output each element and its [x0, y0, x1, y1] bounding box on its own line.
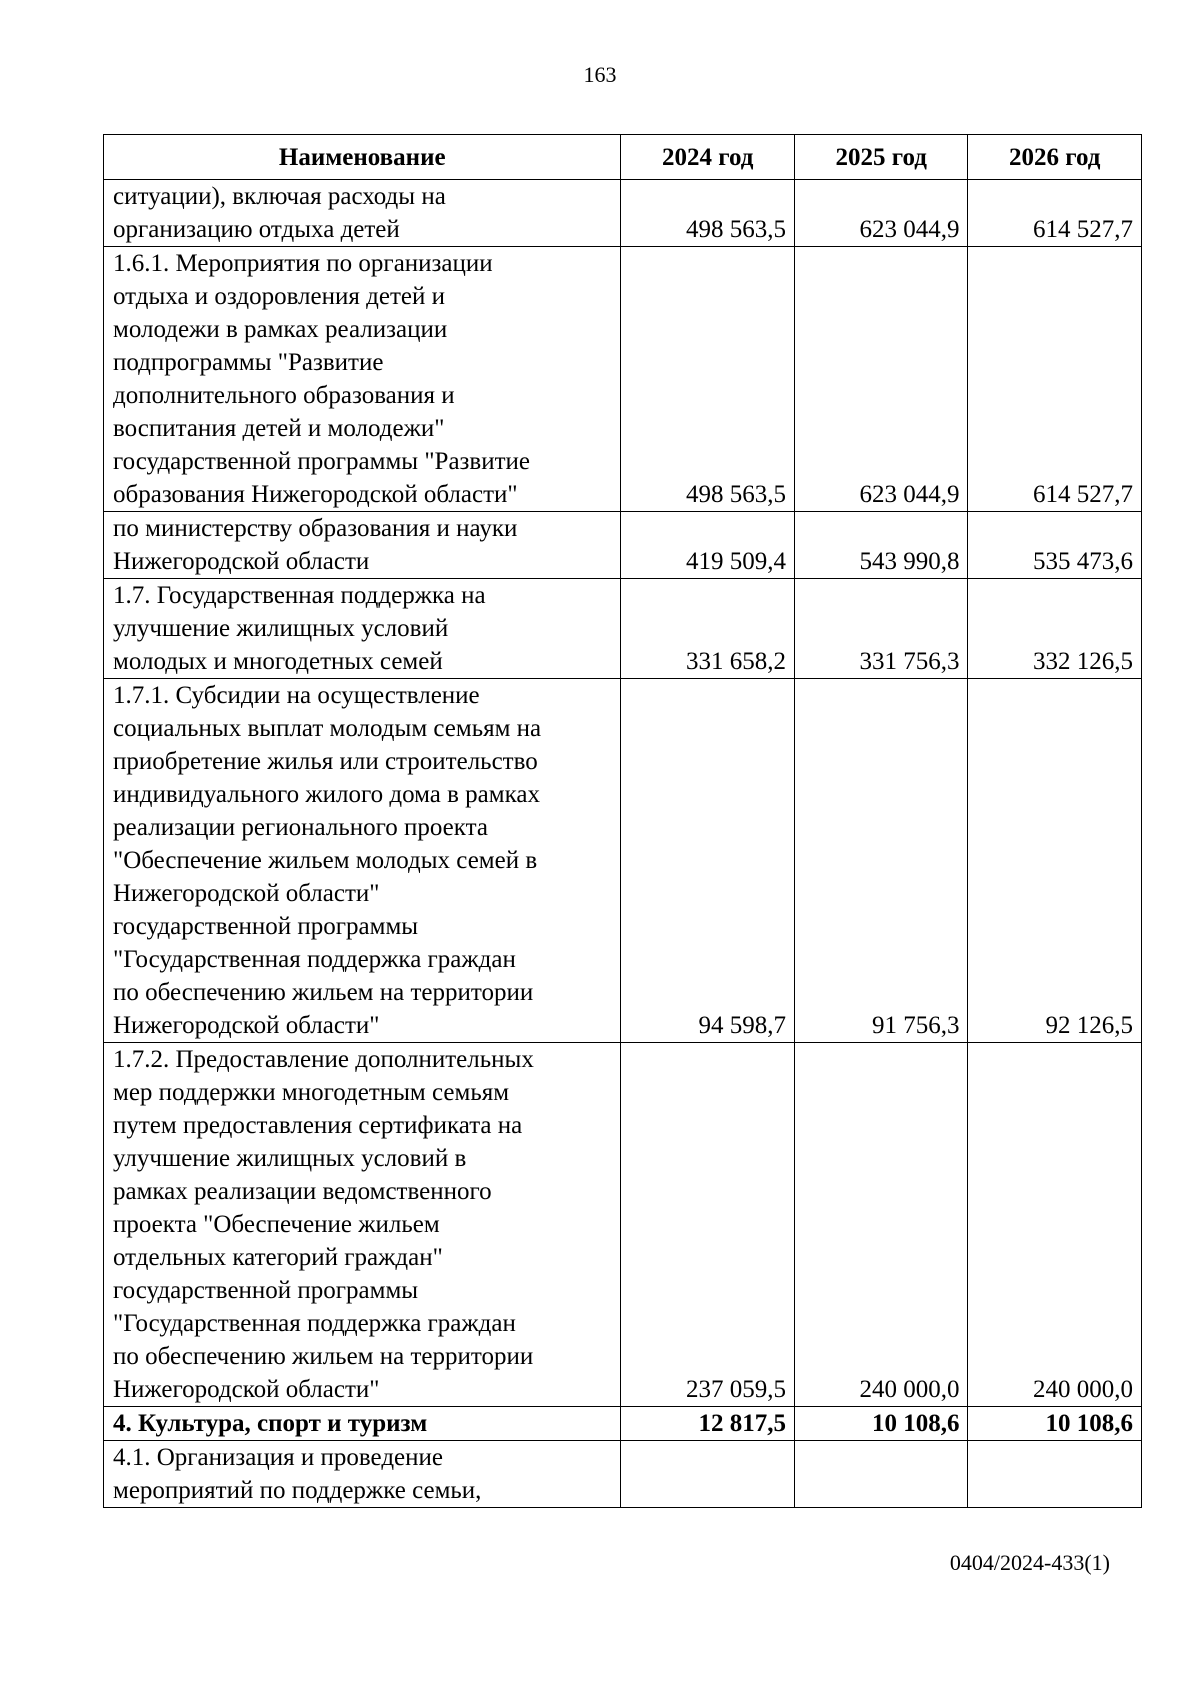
- row-name-line: 4. Культура, спорт и туризм: [113, 1410, 428, 1437]
- table-row: [104, 579, 1142, 679]
- row-name-line: по министерству образования и науки: [113, 515, 518, 542]
- row-value-2024: 498 563,5: [621, 180, 795, 247]
- table-row: [104, 247, 1142, 512]
- row-name-line: отдельных категорий граждан": [113, 1244, 443, 1271]
- row-name-line: 1.7. Государственная поддержка на: [113, 582, 486, 609]
- row-name-line: улучшение жилищных условий в: [113, 1145, 467, 1172]
- row-value-2024: 331 658,2: [621, 579, 795, 679]
- row-name-line: "Государственная поддержка граждан: [113, 1310, 516, 1337]
- row-name-line: Нижегородской области": [113, 880, 380, 907]
- row-value-2026: 10 108,6: [968, 1407, 1142, 1441]
- row-name-line: приобретение жилья или строительство: [113, 748, 538, 775]
- row-name-cell: [104, 1441, 621, 1508]
- row-name-line: образования Нижегородской области": [113, 481, 518, 508]
- row-name-line: "Обеспечение жильем молодых семей в: [113, 847, 538, 874]
- row-value-2025: 10 108,6: [794, 1407, 968, 1441]
- row-name-cell: [104, 579, 621, 679]
- row-value-2024: 94 598,7: [621, 679, 795, 1043]
- row-name-cell: [104, 180, 621, 247]
- row-value-2026: 92 126,5: [968, 679, 1142, 1043]
- row-name-line: улучшение жилищных условий: [113, 615, 449, 642]
- row-value-2024: 498 563,5: [621, 247, 795, 512]
- row-value-2025: [794, 1441, 968, 1508]
- row-name-line: по обеспечению жильем на территории: [113, 979, 534, 1006]
- row-name-line: 1.7.1. Субсидии на осуществление: [113, 682, 480, 709]
- header-2026: 2026 год: [968, 135, 1142, 180]
- header-name: Наименование: [104, 135, 621, 180]
- table-row: [104, 1441, 1142, 1508]
- document-code: 0404/2024-433(1): [949, 1550, 1110, 1575]
- table-header-row: [104, 135, 1142, 180]
- table-row: [104, 180, 1142, 247]
- row-value-2024: 419 509,4: [621, 512, 795, 579]
- page-number: 163: [583, 62, 617, 87]
- row-value-2025: 623 044,9: [794, 247, 968, 512]
- row-name-cell: [104, 247, 621, 512]
- row-name-line: Нижегородской области": [113, 1376, 380, 1403]
- row-value-2026: 240 000,0: [968, 1043, 1142, 1407]
- row-value-2024: 12 817,5: [621, 1407, 795, 1441]
- table-row: [104, 512, 1142, 579]
- row-value-2026: 535 473,6: [968, 512, 1142, 579]
- row-name-line: государственной программы: [113, 1277, 419, 1304]
- row-name-line: Нижегородской области": [113, 1012, 380, 1039]
- row-name-line: 1.7.2. Предоставление дополнительных: [113, 1046, 534, 1073]
- row-name-line: по обеспечению жильем на территории: [113, 1343, 534, 1370]
- row-name-line: отдыха и оздоровления детей и: [113, 283, 445, 310]
- row-name-line: ситуации), включая расходы на: [113, 183, 446, 210]
- header-2025: 2025 год: [794, 135, 968, 180]
- row-name-line: государственной программы "Развитие: [113, 448, 531, 475]
- row-name-line: подпрограммы "Развитие: [113, 349, 384, 376]
- row-value-2024: 237 059,5: [621, 1043, 795, 1407]
- row-value-2025: 240 000,0: [794, 1043, 968, 1407]
- row-name-line: дополнительного образования и: [113, 382, 455, 409]
- table-row: [104, 679, 1142, 1043]
- row-name-line: реализации регионального проекта: [113, 814, 488, 841]
- row-name-line: молодежи в рамках реализации: [113, 316, 448, 343]
- row-value-2025: 331 756,3: [794, 579, 968, 679]
- row-value-2026: [968, 1441, 1142, 1508]
- row-name-line: молодых и многодетных семей: [113, 648, 443, 675]
- row-name-line: социальных выплат молодым семьям на: [113, 715, 542, 742]
- row-name-line: мероприятий по поддержке семьи,: [113, 1477, 482, 1504]
- row-name-line: воспитания детей и молодежи": [113, 415, 445, 442]
- row-name-line: Нижегородской области: [113, 548, 370, 575]
- row-name-line: мер поддержки многодетным семьям: [113, 1079, 510, 1106]
- row-value-2025: 543 990,8: [794, 512, 968, 579]
- table-row: [104, 1043, 1142, 1407]
- header-2024: 2024 год: [621, 135, 795, 180]
- row-name-line: индивидуального жилого дома в рамках: [113, 781, 540, 808]
- row-name-line: рамках реализации ведомственного: [113, 1178, 492, 1205]
- row-name-cell: [104, 1043, 621, 1407]
- row-name-cell: [104, 1407, 621, 1441]
- row-value-2026: 614 527,7: [968, 247, 1142, 512]
- row-value-2025: 91 756,3: [794, 679, 968, 1043]
- budget-table: [103, 134, 1142, 1508]
- row-value-2026: 332 126,5: [968, 579, 1142, 679]
- row-value-2025: 623 044,9: [794, 180, 968, 247]
- table-body: [104, 180, 1142, 1508]
- row-name-line: путем предоставления сертификата на: [113, 1112, 523, 1139]
- row-name-line: государственной программы: [113, 913, 419, 940]
- row-name-line: "Государственная поддержка граждан: [113, 946, 516, 973]
- row-name-line: 4.1. Организация и проведение: [113, 1444, 443, 1471]
- table-row: [104, 1407, 1142, 1441]
- row-value-2024: [621, 1441, 795, 1508]
- row-name-line: организацию отдыха детей: [113, 216, 400, 243]
- row-name-cell: [104, 679, 621, 1043]
- row-name-line: 1.6.1. Мероприятия по организации: [113, 250, 493, 277]
- row-value-2026: 614 527,7: [968, 180, 1142, 247]
- row-name-cell: [104, 512, 621, 579]
- row-name-line: проекта "Обеспечение жильем: [113, 1211, 440, 1238]
